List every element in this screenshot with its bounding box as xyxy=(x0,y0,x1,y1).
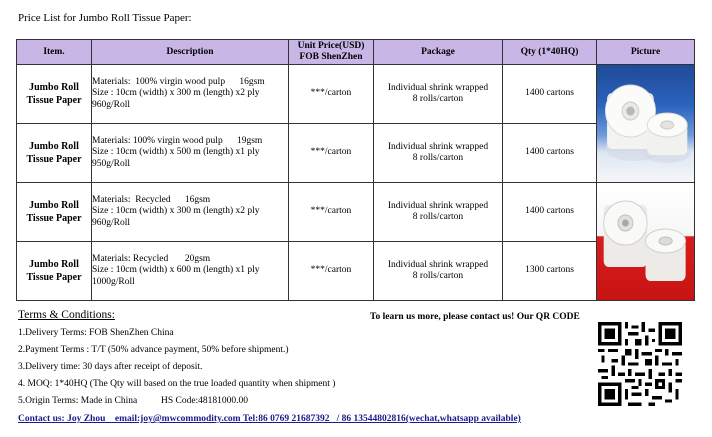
header-item: Item. xyxy=(17,40,92,65)
item-name-line2: Tissue Paper xyxy=(26,272,82,283)
item-name-line2: Tissue Paper xyxy=(26,154,82,165)
desc-weight: 960g/Roll xyxy=(92,217,131,228)
item-name-line1: Jumbo Roll xyxy=(29,200,79,211)
item-cell xyxy=(17,65,92,124)
qr-note: To learn us more, please contact us! Our QR CODE xyxy=(370,312,580,322)
desc-size: Size : 10cm (width) x 300 m (length) x2 ply xyxy=(92,88,260,99)
desc-weight: 960g/Roll xyxy=(92,99,131,110)
package-cell xyxy=(374,242,503,301)
price-cell: ***/carton xyxy=(289,124,374,183)
page-title: Price List for Jumbo Roll Tissue Paper: xyxy=(18,12,192,24)
desc-weight: 1000g/Roll xyxy=(92,276,135,287)
terms-heading: Terms & Conditions: xyxy=(18,309,115,321)
item-name-line2: Tissue Paper xyxy=(26,213,82,224)
package-line2: 8 rolls/carton xyxy=(412,94,464,104)
price-cell: ***/carton xyxy=(289,65,374,124)
product-photo-virgin-rolls xyxy=(597,65,694,182)
picture-cell xyxy=(597,65,695,183)
item-cell xyxy=(17,242,92,301)
qty-cell: 1400 cartons xyxy=(503,65,597,124)
header-picture: Picture xyxy=(597,40,695,65)
price-table xyxy=(16,39,695,301)
package-cell xyxy=(374,65,503,124)
product-photo-recycled-rolls xyxy=(597,183,694,300)
item-name-line2: Tissue Paper xyxy=(26,95,82,106)
description-cell xyxy=(92,242,289,301)
header-description: Description xyxy=(92,40,289,65)
table-header-row xyxy=(17,40,695,65)
package-line1: Individual shrink wrapped xyxy=(387,200,489,211)
qty-cell: 1400 cartons xyxy=(503,124,597,183)
description-cell xyxy=(92,124,289,183)
desc-materials: Materials: Recycled 20gsm xyxy=(92,253,211,264)
price-cell: ***/carton xyxy=(289,242,374,301)
package-line2: 8 rolls/carton xyxy=(412,271,464,281)
tissue-rolls-image xyxy=(597,65,694,182)
table-row xyxy=(17,183,695,242)
qr-code-icon xyxy=(598,322,682,406)
tissue-rolls-image xyxy=(597,183,694,300)
qty-cell: 1400 cartons xyxy=(503,183,597,242)
table-row xyxy=(17,242,695,301)
term-delivery-time: 3.Delivery time: 30 days after receipt of deposit. xyxy=(18,362,203,372)
qty-cell: 1300 cartons xyxy=(503,242,597,301)
term-origin: 5.Origin Terms: Made in China HS Code:48181000.00 xyxy=(18,396,249,406)
item-cell xyxy=(17,183,92,242)
package-line1: Individual shrink wrapped xyxy=(387,141,489,152)
desc-materials: Materials: 100% virgin wood pulp 16gsm xyxy=(92,76,265,87)
price-cell: ***/carton xyxy=(289,183,374,242)
header-package: Package xyxy=(374,40,503,65)
header-qty: Qty (1*40HQ) xyxy=(503,40,597,65)
desc-materials: Materials: Recycled 16gsm xyxy=(92,194,211,205)
item-name-line1: Jumbo Roll xyxy=(29,82,79,93)
package-cell xyxy=(374,183,503,242)
desc-size: Size : 10cm (width) x 500 m (length) x1 ply xyxy=(92,147,260,158)
desc-weight: 950g/Roll xyxy=(92,158,131,169)
table-row xyxy=(17,65,695,124)
package-line2: 8 rolls/carton xyxy=(412,212,464,222)
header-unit-price xyxy=(289,40,374,65)
table-row xyxy=(17,124,695,183)
term-moq: 4. MOQ: 1*40HQ (The Qty will based on the true loaded quantity when shipment ) xyxy=(18,379,336,389)
desc-size: Size : 10cm (width) x 600 m (length) x1 ply xyxy=(92,265,260,276)
desc-materials: Materials: 100% virgin wood pulp 19gsm xyxy=(92,135,263,146)
header-unit-price-line2: FOB ShenZhen xyxy=(299,52,363,62)
item-cell xyxy=(17,124,92,183)
package-line1: Individual shrink wrapped xyxy=(387,259,489,270)
package-line2: 8 rolls/carton xyxy=(412,153,464,163)
contact-info[interactable]: Contact us: Joy Zhou email:joy@mwcommodity.com Tel:86 0769 21687392 / 86 13544802816(wechat,whatsapp available) xyxy=(18,414,521,424)
term-delivery: 1.Delivery Terms: FOB ShenZhen China xyxy=(18,328,174,338)
item-name-line1: Jumbo Roll xyxy=(29,141,79,152)
package-cell xyxy=(374,124,503,183)
package-line1: Individual shrink wrapped xyxy=(387,82,489,93)
description-cell xyxy=(92,65,289,124)
header-unit-price-line1: Unit Price(USD) xyxy=(297,41,365,51)
picture-cell xyxy=(597,183,695,301)
description-cell xyxy=(92,183,289,242)
term-payment: 2.Payment Terms : T/T (50% advance payment, 50% before shipment.) xyxy=(18,345,289,355)
desc-size: Size : 10cm (width) x 300 m (length) x2 ply xyxy=(92,206,260,217)
item-name-line1: Jumbo Roll xyxy=(29,259,79,270)
